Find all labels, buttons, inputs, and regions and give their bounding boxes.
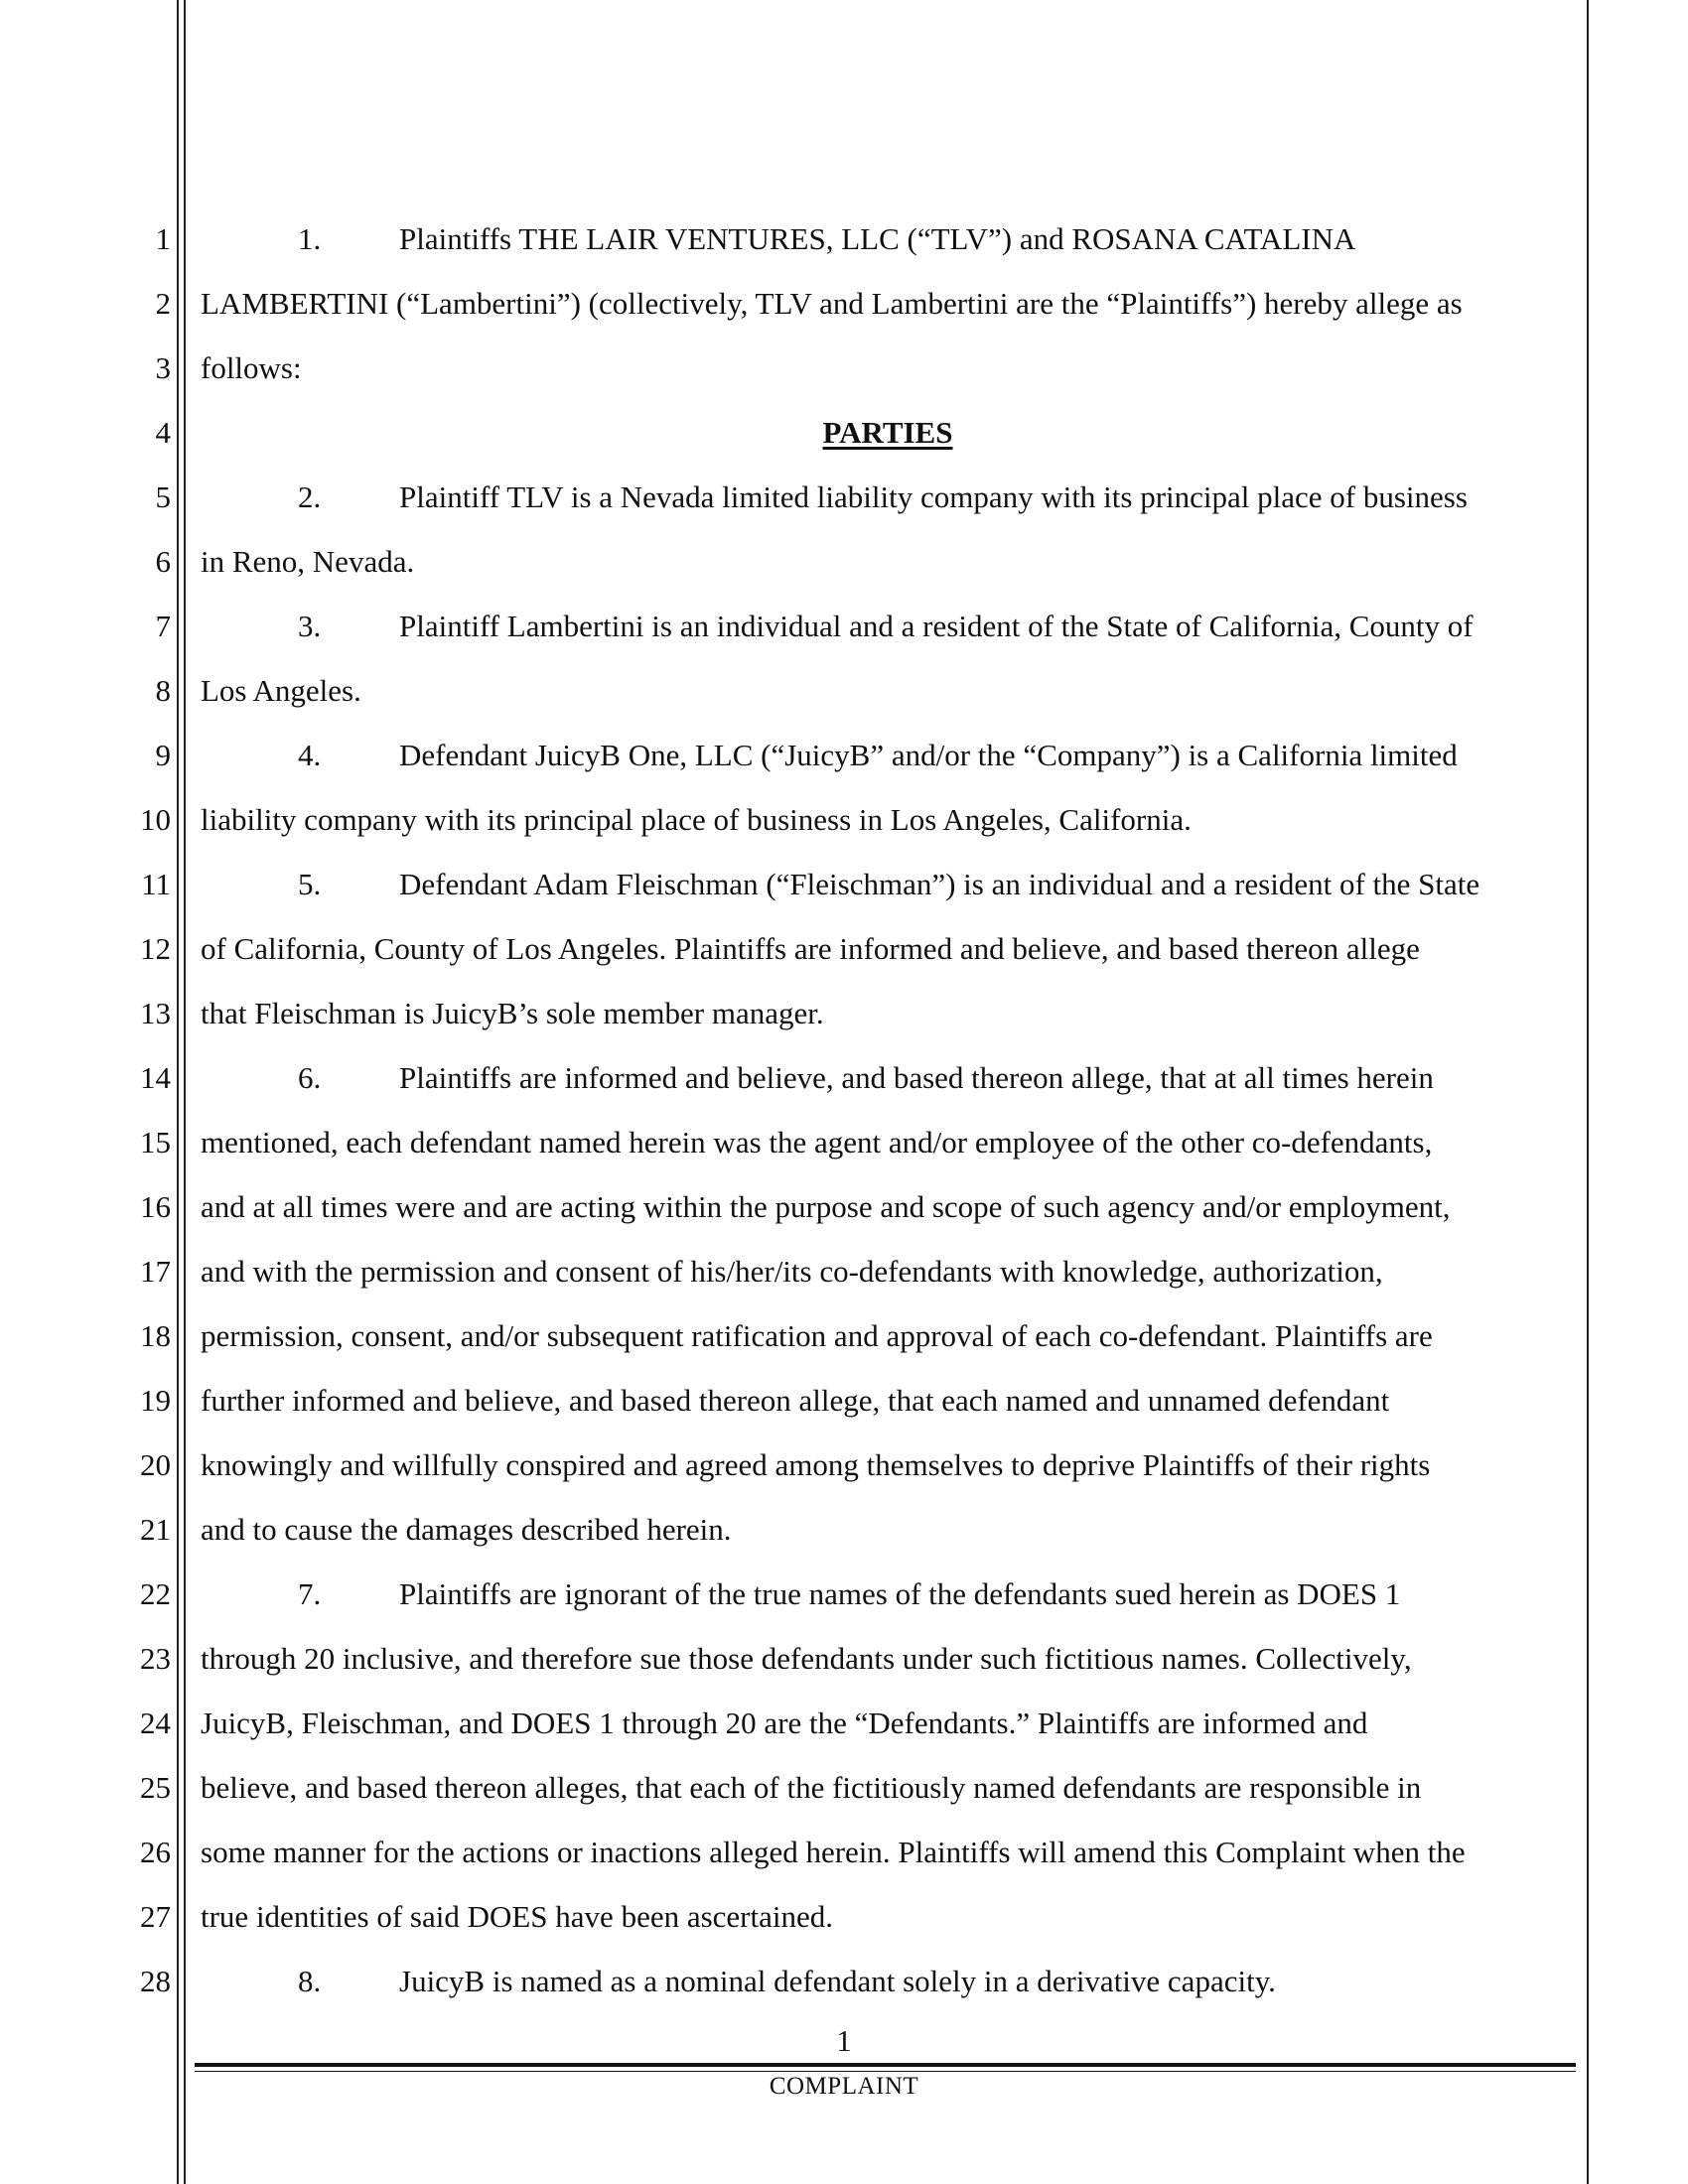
right-margin-rule xyxy=(1587,0,1589,2184)
line-number: 14 xyxy=(140,1060,171,1095)
line-number-column xyxy=(117,216,171,2023)
text-line xyxy=(201,1313,1575,1378)
line-text: JuicyB, Fleischman, and DOES 1 through 20 are the “Defendants.” Plaintiffs are informed and xyxy=(201,1706,1368,1740)
paragraph-number: 1. xyxy=(298,221,322,256)
line-text: and to cause the damages described herein. xyxy=(201,1512,732,1547)
line-number: 13 xyxy=(140,996,171,1030)
text-line xyxy=(201,475,1575,539)
line-number: 3 xyxy=(155,350,171,385)
line-text: further informed and believe, and based thereon allege, that each named and unnamed defendant xyxy=(201,1383,1390,1418)
text-line xyxy=(201,281,1575,345)
line-text: through 20 inclusive, and therefore sue those defendants under such fictitious names. Collectively, xyxy=(201,1641,1412,1676)
line-number: 21 xyxy=(140,1512,171,1547)
left-margin-rule-outer xyxy=(177,0,179,2184)
paragraph-number: 5. xyxy=(298,867,322,901)
line-number: 20 xyxy=(140,1447,171,1482)
text-line xyxy=(201,862,1575,926)
text-line xyxy=(201,991,1575,1055)
line-text: Defendant JuicyB One, LLC (“JuicyB” and/or the “Company”) is a California limited xyxy=(399,738,1458,772)
text-line xyxy=(201,1378,1575,1442)
text-line xyxy=(201,1830,1575,1894)
line-text: JuicyB is named as a nominal defendant solely in a derivative capacity. xyxy=(399,1964,1276,1998)
line-number: 4 xyxy=(155,415,171,450)
line-text: Plaintiff TLV is a Nevada limited liability company with its principal place of business xyxy=(399,479,1468,514)
line-text: Plaintiff Lambertini is an individual and a resident of the State of California, County of xyxy=(399,609,1474,643)
line-number: 11 xyxy=(141,867,171,901)
line-number: 5 xyxy=(155,479,171,514)
line-text: LAMBERTINI (“Lambertini”) (collectively, TLV and Lambertini are the “Plaintiffs”) hereby allege as xyxy=(201,286,1463,321)
line-number: 27 xyxy=(140,1899,171,1934)
text-line xyxy=(201,604,1575,668)
line-text: and with the permission and consent of his/her/its co-defendants with knowledge, authorization, xyxy=(201,1254,1383,1289)
paragraph-number: 4. xyxy=(298,738,322,772)
text-line xyxy=(201,216,1575,281)
line-number: 18 xyxy=(140,1318,171,1353)
line-number: 9 xyxy=(155,738,171,772)
line-text: Plaintiffs are informed and believe, and based thereon allege, that at all times herein xyxy=(399,1060,1434,1095)
page-number: 1 xyxy=(836,2023,852,2058)
footer-rule-thin xyxy=(195,2071,1576,2072)
text-line xyxy=(201,668,1575,733)
line-number: 17 xyxy=(140,1254,171,1289)
line-number: 2 xyxy=(155,286,171,321)
line-text: some manner for the actions or inactions alleged herein. Plaintiffs will amend this Complaint when the xyxy=(201,1835,1466,1869)
line-text: liability company with its principal place of business in Los Angeles, California. xyxy=(201,802,1192,837)
line-number: 1 xyxy=(155,221,171,256)
line-number: 25 xyxy=(140,1770,171,1805)
text-line xyxy=(201,1765,1575,1830)
line-number: 26 xyxy=(140,1835,171,1869)
line-number: 23 xyxy=(140,1641,171,1676)
text-line xyxy=(201,539,1575,604)
footer-title: COMPLAINT xyxy=(769,2073,919,2100)
text-line xyxy=(201,797,1575,862)
line-text: permission, consent, and/or subsequent ratification and approval of each co-defendant. Plaintiffs are xyxy=(201,1318,1433,1353)
line-text: Plaintiffs THE LAIR VENTURES, LLC (“TLV”) and ROSANA CATALINA xyxy=(399,221,1356,256)
line-number: 22 xyxy=(140,1576,171,1611)
line-text: believe, and based thereon alleges, that each of the fictitiously named defendants are responsible in xyxy=(201,1770,1422,1805)
text-line xyxy=(201,926,1575,991)
line-text: Los Angeles. xyxy=(201,673,361,708)
line-text: and at all times were and are acting within the purpose and scope of such agency and/or employment, xyxy=(201,1189,1451,1224)
text-line xyxy=(201,1894,1575,1959)
line-text: mentioned, each defendant named herein was the agent and/or employee of the other co-defendants, xyxy=(201,1125,1433,1160)
text-line xyxy=(201,345,1575,410)
text-line xyxy=(201,1507,1575,1571)
line-number: 16 xyxy=(140,1189,171,1224)
footer-rule xyxy=(195,2063,1576,2067)
complaint-body xyxy=(201,216,1575,2023)
text-line xyxy=(201,1249,1575,1313)
left-margin-rule-inner xyxy=(184,0,186,2184)
line-number: 8 xyxy=(155,673,171,708)
line-number: 10 xyxy=(140,802,171,837)
line-number: 19 xyxy=(140,1383,171,1418)
paragraph-number: 2. xyxy=(298,479,322,514)
line-text: knowingly and willfully conspired and agreed among themselves to deprive Plaintiffs of their rights xyxy=(201,1447,1431,1482)
text-line xyxy=(201,1120,1575,1184)
paragraph-number: 6. xyxy=(298,1060,322,1095)
line-number: 28 xyxy=(140,1964,171,1998)
text-line xyxy=(201,1959,1575,2023)
text-line xyxy=(201,733,1575,797)
line-number: 24 xyxy=(140,1706,171,1740)
text-line xyxy=(201,1636,1575,1701)
line-text: Plaintiffs are ignorant of the true names of the defendants sued herein as DOES 1 xyxy=(399,1576,1401,1611)
section-heading: PARTIES xyxy=(822,415,953,450)
text-line xyxy=(201,1571,1575,1636)
paragraph-number: 7. xyxy=(298,1576,322,1611)
paragraph-number: 8. xyxy=(298,1964,322,1998)
text-line xyxy=(201,1184,1575,1249)
line-text: in Reno, Nevada. xyxy=(201,544,415,579)
line-text: true identities of said DOES have been ascertained. xyxy=(201,1899,833,1934)
line-number: 6 xyxy=(155,544,171,579)
line-text: follows: xyxy=(201,350,302,385)
text-line xyxy=(201,1701,1575,1765)
paragraph-number: 3. xyxy=(298,609,322,643)
line-text: that Fleischman is JuicyB’s sole member manager. xyxy=(201,996,824,1030)
line-text: Defendant Adam Fleischman (“Fleischman”) is an individual and a resident of the State xyxy=(399,867,1480,901)
line-text: of California, County of Los Angeles. Plaintiffs are informed and believe, and based thereon allege xyxy=(201,931,1420,966)
line-number: 15 xyxy=(140,1125,171,1160)
text-line xyxy=(201,1055,1575,1120)
text-line xyxy=(201,1442,1575,1507)
line-number: 7 xyxy=(155,609,171,643)
line-number: 12 xyxy=(140,931,171,966)
